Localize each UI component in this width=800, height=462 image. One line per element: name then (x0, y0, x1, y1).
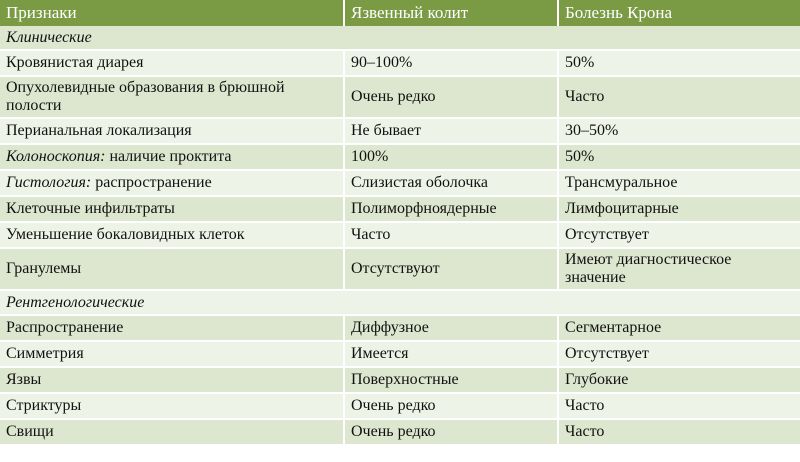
feature-cell: Перианальная локализация (0, 118, 344, 144)
crohns-disease-cell: Часто (558, 76, 800, 118)
feature-cell (0, 144, 344, 170)
crohns-disease-cell: Отсутствует (558, 341, 800, 367)
feature-cell: Язвы (0, 367, 344, 393)
feature-label: распространение (91, 174, 212, 191)
table-row (0, 144, 800, 170)
table-row (0, 341, 800, 367)
ulcerative-colitis-cell: Полиморфноядерные (344, 196, 558, 222)
feature-cell: Клеточные инфильтраты (0, 196, 344, 222)
ulcerative-colitis-cell: Диффузное (344, 315, 558, 341)
feature-cell: Опухолевидные образования в брюшной полости (0, 76, 344, 118)
ulcerative-colitis-cell: Поверхностные (344, 367, 558, 393)
ulcerative-colitis-cell: 90–100% (344, 50, 558, 76)
table-row (0, 76, 800, 118)
crohns-disease-cell: 50% (558, 50, 800, 76)
table-body (0, 26, 800, 445)
feature-cell: Симметрия (0, 341, 344, 367)
table-row (0, 419, 800, 445)
table-row (0, 222, 800, 248)
feature-cell: Кровянистая диарея (0, 50, 344, 76)
ulcerative-colitis-cell: Очень редко (344, 393, 558, 419)
ulcerative-colitis-cell: Имеется (344, 341, 558, 367)
crohns-disease-cell: 50% (558, 144, 800, 170)
ulcerative-colitis-cell: 100% (344, 144, 558, 170)
feature-category: Гистология: (6, 174, 92, 191)
ulcerative-colitis-cell: Очень редко (344, 419, 558, 445)
feature-cell (0, 170, 344, 196)
table-header (0, 0, 800, 26)
crohns-disease-cell: Имеют диагностическое значение (558, 248, 800, 290)
section-row (0, 26, 800, 50)
header-ulcerative-colitis: Язвенный колит (344, 0, 558, 26)
header-crohns-disease: Болезнь Крона (558, 0, 800, 26)
header-features: Признаки (0, 0, 344, 26)
feature-cell: Распространение (0, 315, 344, 341)
ulcerative-colitis-cell: Часто (344, 222, 558, 248)
table-row (0, 248, 800, 290)
crohns-disease-cell: Глубокие (558, 367, 800, 393)
table-row (0, 118, 800, 144)
section-row (0, 290, 800, 315)
crohns-disease-cell: Отсутствует (558, 222, 800, 248)
table-row (0, 315, 800, 341)
feature-cell: Свищи (0, 419, 344, 445)
crohns-disease-cell: Лимфоцитарные (558, 196, 800, 222)
table-row (0, 393, 800, 419)
crohns-disease-cell: Часто (558, 419, 800, 445)
ulcerative-colitis-cell: Слизистая оболочка (344, 170, 558, 196)
ulcerative-colitis-cell: Очень редко (344, 76, 558, 118)
feature-cell: Гранулемы (0, 248, 344, 290)
table-row (0, 50, 800, 76)
feature-cell: Стриктуры (0, 393, 344, 419)
ulcerative-colitis-cell: Не бывает (344, 118, 558, 144)
table-row (0, 196, 800, 222)
feature-category: Колоноскопия: (6, 148, 106, 165)
feature-label: наличие проктита (105, 148, 232, 165)
table-row (0, 367, 800, 393)
crohns-disease-cell: Трансмуральное (558, 170, 800, 196)
crohns-disease-cell: 30–50% (558, 118, 800, 144)
ulcerative-colitis-cell: Отсутствуют (344, 248, 558, 290)
crohns-disease-cell: Часто (558, 393, 800, 419)
section-label: Клинические (0, 26, 800, 50)
feature-cell: Уменьшение бокаловидных клеток (0, 222, 344, 248)
section-label: Рентгенологические (0, 290, 800, 315)
crohns-disease-cell: Сегментарное (558, 315, 800, 341)
table-row (0, 170, 800, 196)
